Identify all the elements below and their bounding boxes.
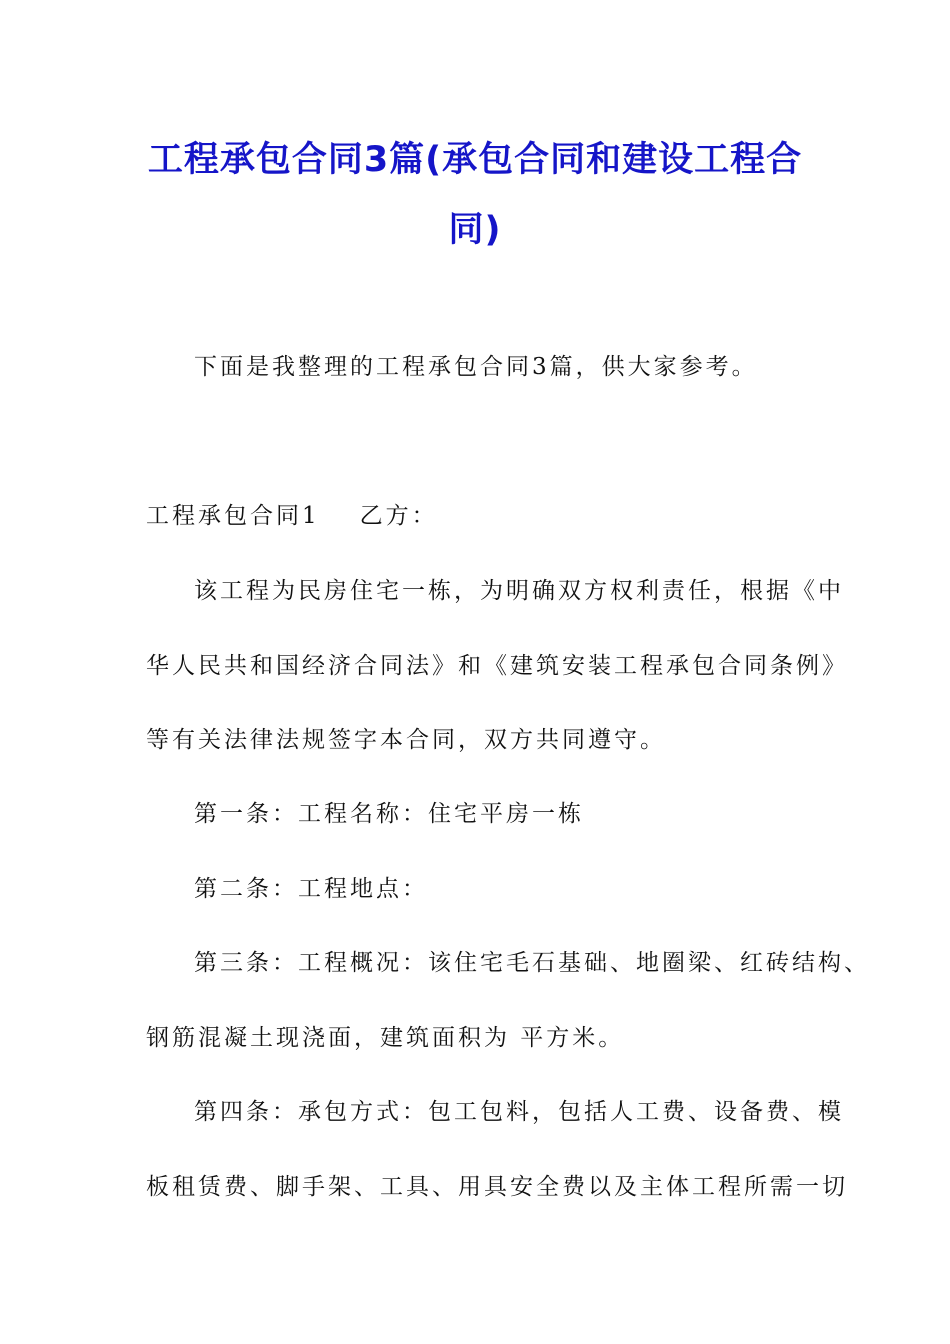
document-title-line-1: 工程承包合同3篇(承包合同和建设工程合 [147,140,803,180]
intro-paragraph: 下面是我整理的工程承包合同3篇，供大家参考。 [194,354,758,380]
body-line: 板租赁费、脚手架、工具、用具安全费以及主体工程所需一切 [146,1174,848,1200]
article-4: 第四条：承包方式：包工包料，包括人工费、设备费、模 [194,1099,844,1125]
party-b-label: 乙方： [359,503,438,529]
body-line: 华人民共和国经济合同法》和《建筑安装工程承包合同条例》 [146,653,848,679]
article-3: 第三条：工程概况：该住宅毛石基础、地圈梁、红砖结构、 [194,950,870,976]
section-heading-row [146,497,438,530]
article-2: 第二条：工程地点： [194,876,428,902]
article-1: 第一条：工程名称：住宅平房一栋 [194,801,584,827]
body-line: 钢筋混凝土现浇面，建筑面积为 平方米。 [146,1025,625,1051]
body-line: 等有关法律法规签字本合同，双方共同遵守。 [146,727,666,753]
body-line: 该工程为民房住宅一栋，为明确双方权利责任，根据《中 [194,578,844,604]
document-title-line-2: 同) [448,210,502,250]
section-heading: 工程承包合同1 [146,503,320,529]
